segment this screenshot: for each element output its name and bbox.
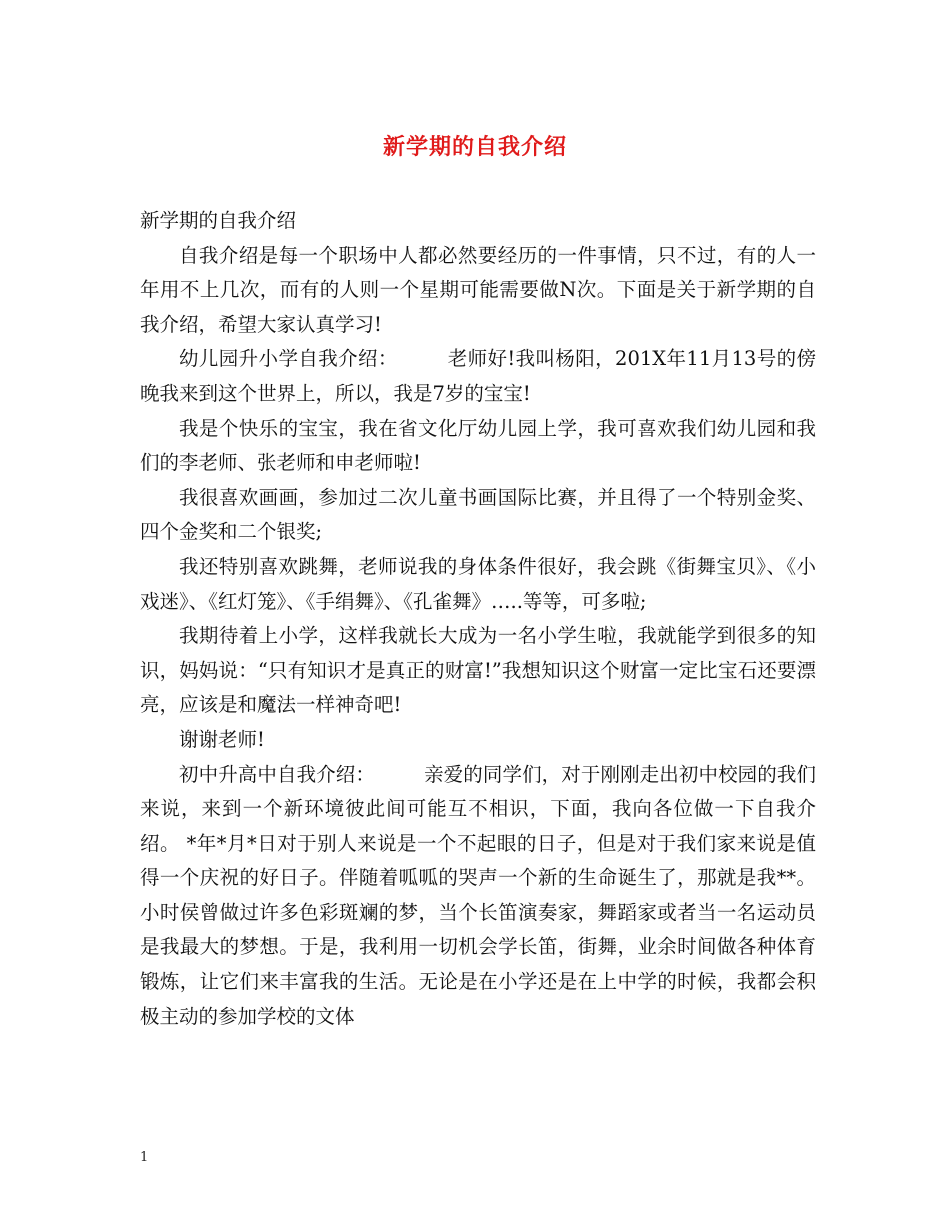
page-number: 1 — [140, 1150, 149, 1165]
kindergarten-intro-paragraph: 幼儿园升小学自我介绍： 老师好!我叫杨阳，201X年11月13号的傍晚我来到这个世界上，所以，我是7岁的宝宝! — [140, 347, 816, 405]
intro-paragraph: 自我介绍是每一个职场中人都必然要经历的一件事情，只不过，有的人一年用不上几次，而有的人则一个星期可能需要做N次。下面是关于新学期的自我介绍，希望大家认真学习! — [140, 243, 816, 336]
document-body — [140, 204, 816, 1034]
school-expectation-paragraph: 我期待着上小学，这样我就长大成为一名小学生啦，我就能学到很多的知识，妈妈说：“只有知识才是真正的财富!”我想知识这个财富一定比宝石还要漂亮，应该是和魔法一样神奇吧! — [140, 624, 816, 717]
thanks-paragraph: 谢谢老师! — [179, 727, 265, 751]
painting-paragraph: 我很喜欢画画，参加过二次儿童书画国际比赛，并且得了一个特别金奖、四个金奖和二个银奖; — [140, 485, 816, 544]
document-title: 新学期的自我介绍 — [382, 134, 567, 160]
section-heading: 新学期的自我介绍 — [140, 209, 297, 232]
junior-high-intro-paragraph: 初中升高中自我介绍： 亲爱的同学们，对于刚刚走出初中校园的我们来说，来到一个新环境彼此间可能互不相识，下面，我向各位做一下自我介绍。 *年*月*日对于别人来说是一个不起眼的日子，但是对于我们家来说是值得一个庆祝的好日子。伴随着呱呱的哭声一个新的生命诞生了，那就是我**。小时侯曾做过许多色彩斑斓的梦，当个长笛演奏家，舞蹈家或者当一名运动员是我最大的梦想。于是，我利用一切机会学长笛，街舞，业余时间做各种体育锻炼，让它们来丰富我的生活。无论是在小学还是在上中学的时候，我都会积极主动的参加学校的文体 — [140, 762, 816, 1028]
dancing-paragraph: 我还特别喜欢跳舞，老师说我的身体条件很好，我会跳《街舞宝贝》、《小戏迷》、《红灯笼》、《手绢舞》、《孔雀舞》…..等等，可多啦; — [140, 554, 816, 613]
happy-baby-paragraph: 我是个快乐的宝宝，我在省文化厅幼儿园上学，我可喜欢我们幼儿园和我们的李老师、张老师和申老师啦! — [140, 416, 816, 475]
